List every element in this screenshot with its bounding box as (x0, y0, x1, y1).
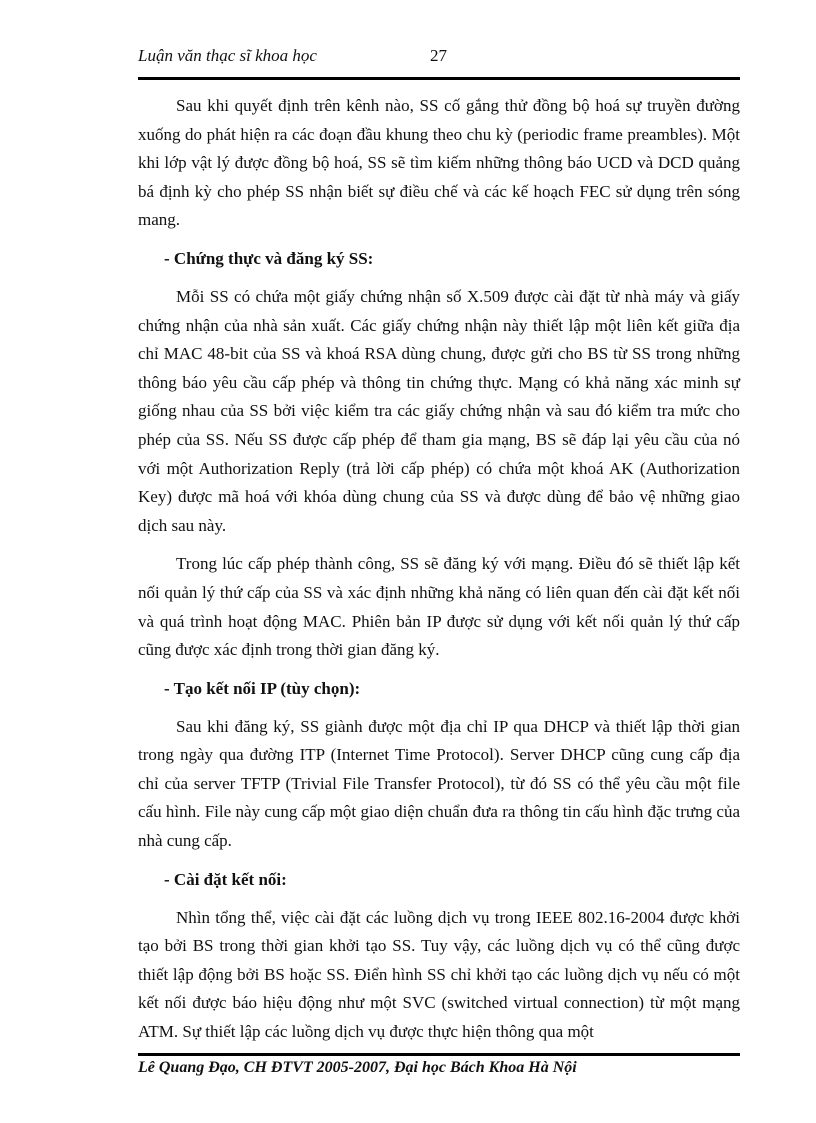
paragraph-connection-setup: Nhìn tổng thể, việc cài đặt các luồng dịch vụ trong IEEE 802.16-2004 được khởi tạo bởi BS trong thời gian khởi tạo SS. Tuy vậy, các luồng dịch vụ có thể cũng được thiết lập động bởi BS hoặc SS. Điển hình SS chỉ khởi tạo các luồng dịch vụ nếu có một kết nối được báo hiệu động như một SVC (switched virtual connection) từ một mạng ATM. Sự thiết lập các luồng dịch vụ được thực hiện thông qua một (138, 907, 740, 1042)
page-number: 27 (430, 46, 447, 65)
heading-authentication: - Chứng thực và đăng ký SS: (164, 248, 374, 268)
header-rule (138, 77, 740, 80)
page-body (138, 92, 740, 1057)
page-header (138, 46, 740, 72)
header-title: Luận văn thạc sĩ khoa học (138, 46, 317, 65)
paragraph-sync: Sau khi quyết định trên kênh nào, SS cố gắng thử đồng bộ hoá sự truyền đường xuống do phát hiện ra các đoạn đầu khung theo chu kỳ (periodic frame preambles). Một khi lớp vật lý được đồng bộ hoá, SS sẽ tìm kiếm những thông báo UCD và DCD quảng bá định kỳ cho phép SS nhận biết sự điều chế và các kế hoạch FEC sử dụng trên sóng mang. (138, 96, 740, 230)
paragraph-authentication: Mỗi SS có chứa một giấy chứng nhận số X.509 được cài đặt từ nhà máy và giấy chứng nhận của nhà sản xuất. Các giấy chứng nhận này thiết lập một liên kết giữa địa chỉ MAC 48-bit của SS và khoá RSA dùng chung, được gửi cho BS từ SS trong những thông báo yêu cầu cấp phép và thông tin chứng thực. Mạng có khả năng xác minh sự giống nhau của SS bởi việc kiểm tra các giấy chứng nhận và sau đó kiểm tra mức cho phép của SS. Nếu SS được cấp phép để tham gia mạng, BS sẽ đáp lại yêu cầu của nó với một Authorization Reply (trả lời cấp phép) có chứa một khoá AK (Authorization Key) được mã hoá với khóa dùng chung của SS và được dùng để bảo vệ những giao dịch sau này. (138, 286, 740, 535)
paragraph-registration: Trong lúc cấp phép thành công, SS sẽ đăng ký với mạng. Điều đó sẽ thiết lập kết nối quản lý thứ cấp của SS và xác định những khả năng có liên quan đến cài đặt kết nối và quá trình hoạt động MAC. Phiên bản IP được sử dụng với kết nối quản lý thứ cấp cũng được xác định trong thời gian đăng ký. (138, 554, 740, 660)
footer-rule (138, 1053, 740, 1056)
paragraph-ip-connection: Sau khi đăng ký, SS giành được một địa chỉ IP qua DHCP và thiết lập thời gian trong ngày qua đường ITP (Internet Time Protocol). Server DHCP cũng cung cấp địa chỉ của server TFTP (Trivial File Transfer Protocol), từ đó SS có thể yêu cầu một file cấu hình. File này cung cấp một giao diện chuẩn đưa ra thông tin cấu hình đặc trưng của nhà cung cấp. (138, 716, 740, 851)
heading-ip-connection: - Tạo kết nối IP (tùy chọn): (164, 678, 361, 698)
heading-connection-setup: - Cài đặt kết nối: (164, 869, 287, 889)
page-footer: Lê Quang Đạo, CH ĐTVT 2005-2007, Đại học Bách Khoa Hà Nội (138, 1059, 577, 1076)
